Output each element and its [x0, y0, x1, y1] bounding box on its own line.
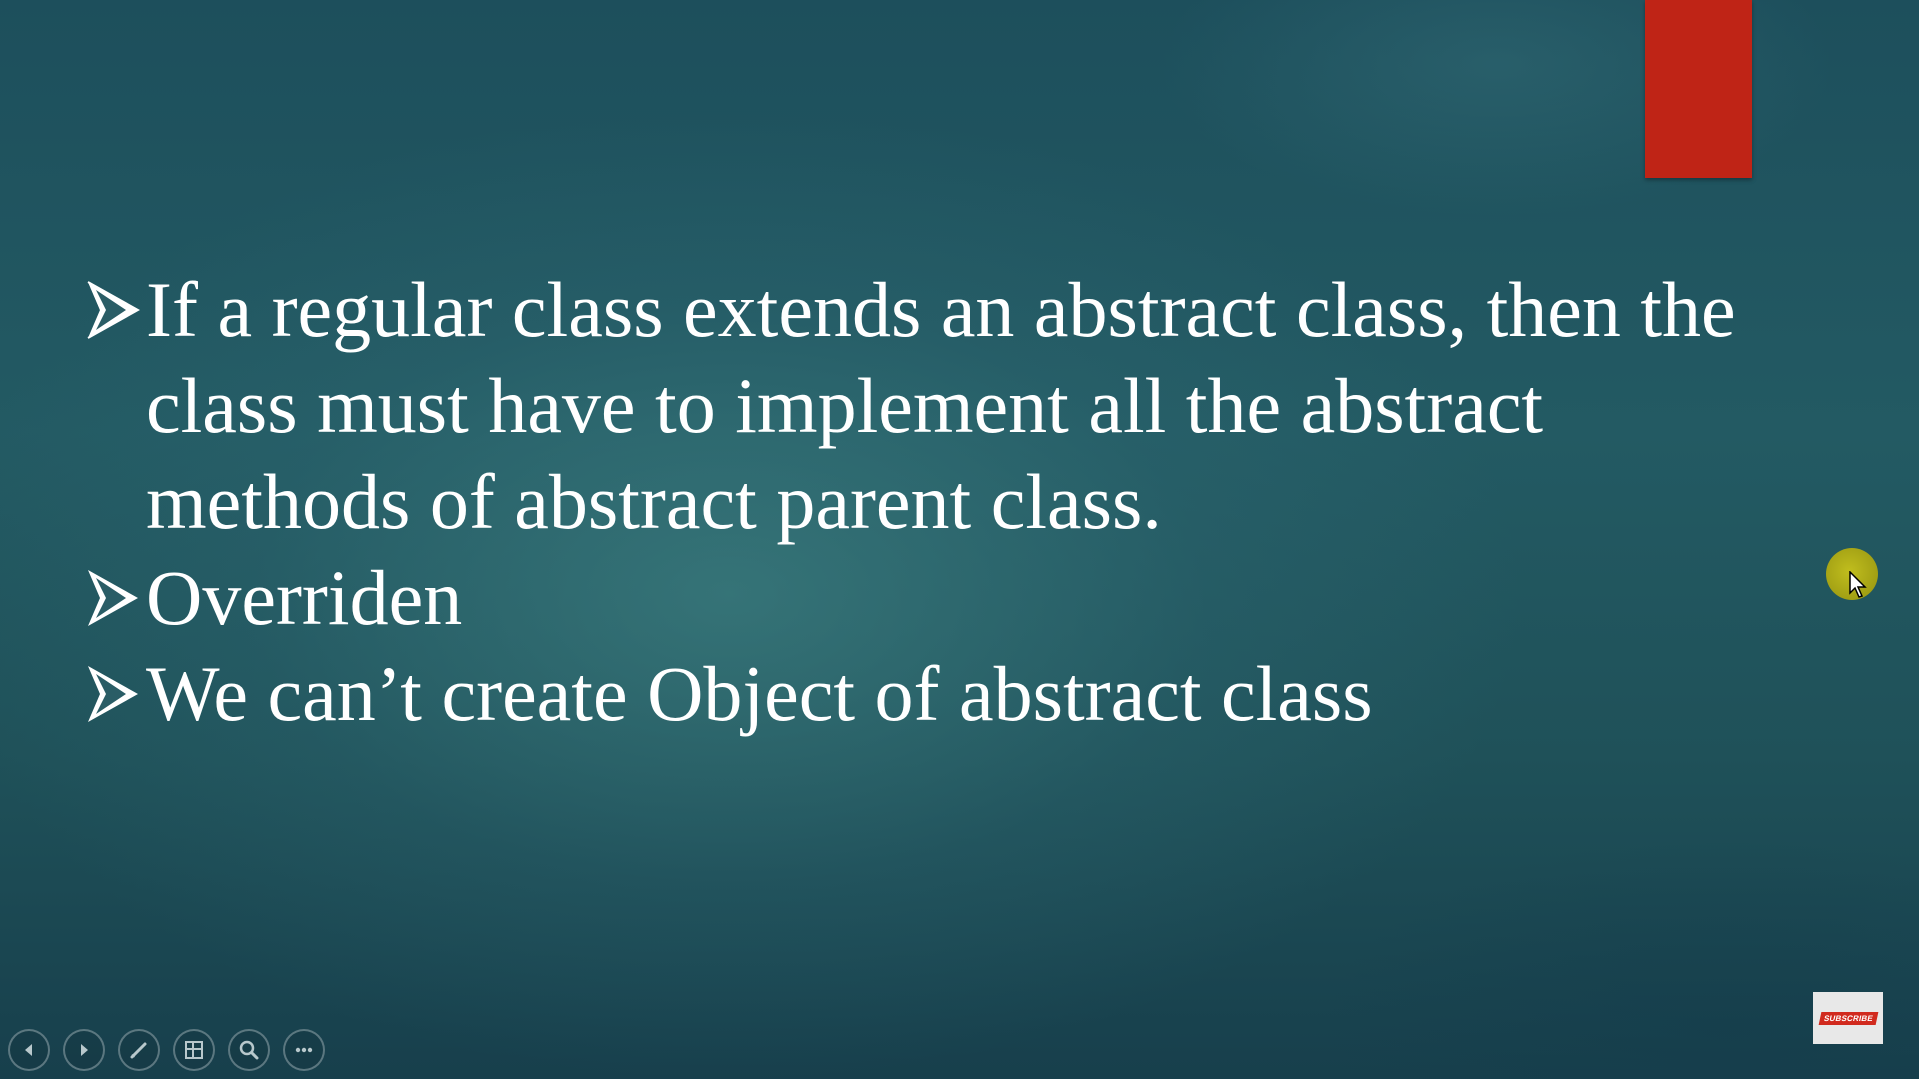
pen-icon	[127, 1038, 151, 1062]
bullet-item	[86, 262, 1826, 550]
arrowhead-bullet-icon	[86, 568, 140, 628]
zoom-button[interactable]	[228, 1029, 270, 1071]
bullet-item	[86, 550, 1826, 646]
previous-slide-icon	[17, 1038, 41, 1062]
bullet-text: If a regular class extends an abstract class, then the class must have to implement all the abstract methods of abstract parent class.	[146, 266, 1736, 545]
zoom-icon	[237, 1038, 261, 1062]
previous-slide-button[interactable]	[8, 1029, 50, 1071]
bullet-text: Overriden	[146, 554, 463, 641]
mouse-cursor-icon	[1849, 571, 1869, 599]
bullet-text: We can’t create Object of abstract class	[146, 650, 1373, 737]
accent-bar	[1645, 0, 1752, 178]
next-slide-icon	[72, 1038, 96, 1062]
arrowhead-bullet-icon	[86, 664, 140, 724]
bullet-item	[86, 646, 1826, 742]
slideshow-toolbar	[8, 1029, 325, 1073]
slide-sorter-icon	[182, 1038, 206, 1062]
pen-button[interactable]	[118, 1029, 160, 1071]
more-options-icon	[292, 1038, 316, 1062]
slide-sorter-button[interactable]	[173, 1029, 215, 1071]
more-options-button[interactable]	[283, 1029, 325, 1071]
arrowhead-bullet-icon	[86, 280, 140, 340]
slide-content	[86, 262, 1826, 742]
subscribe-label: SUBSCRIBE	[1818, 1012, 1878, 1025]
subscribe-button[interactable]	[1813, 992, 1883, 1044]
next-slide-button[interactable]	[63, 1029, 105, 1071]
